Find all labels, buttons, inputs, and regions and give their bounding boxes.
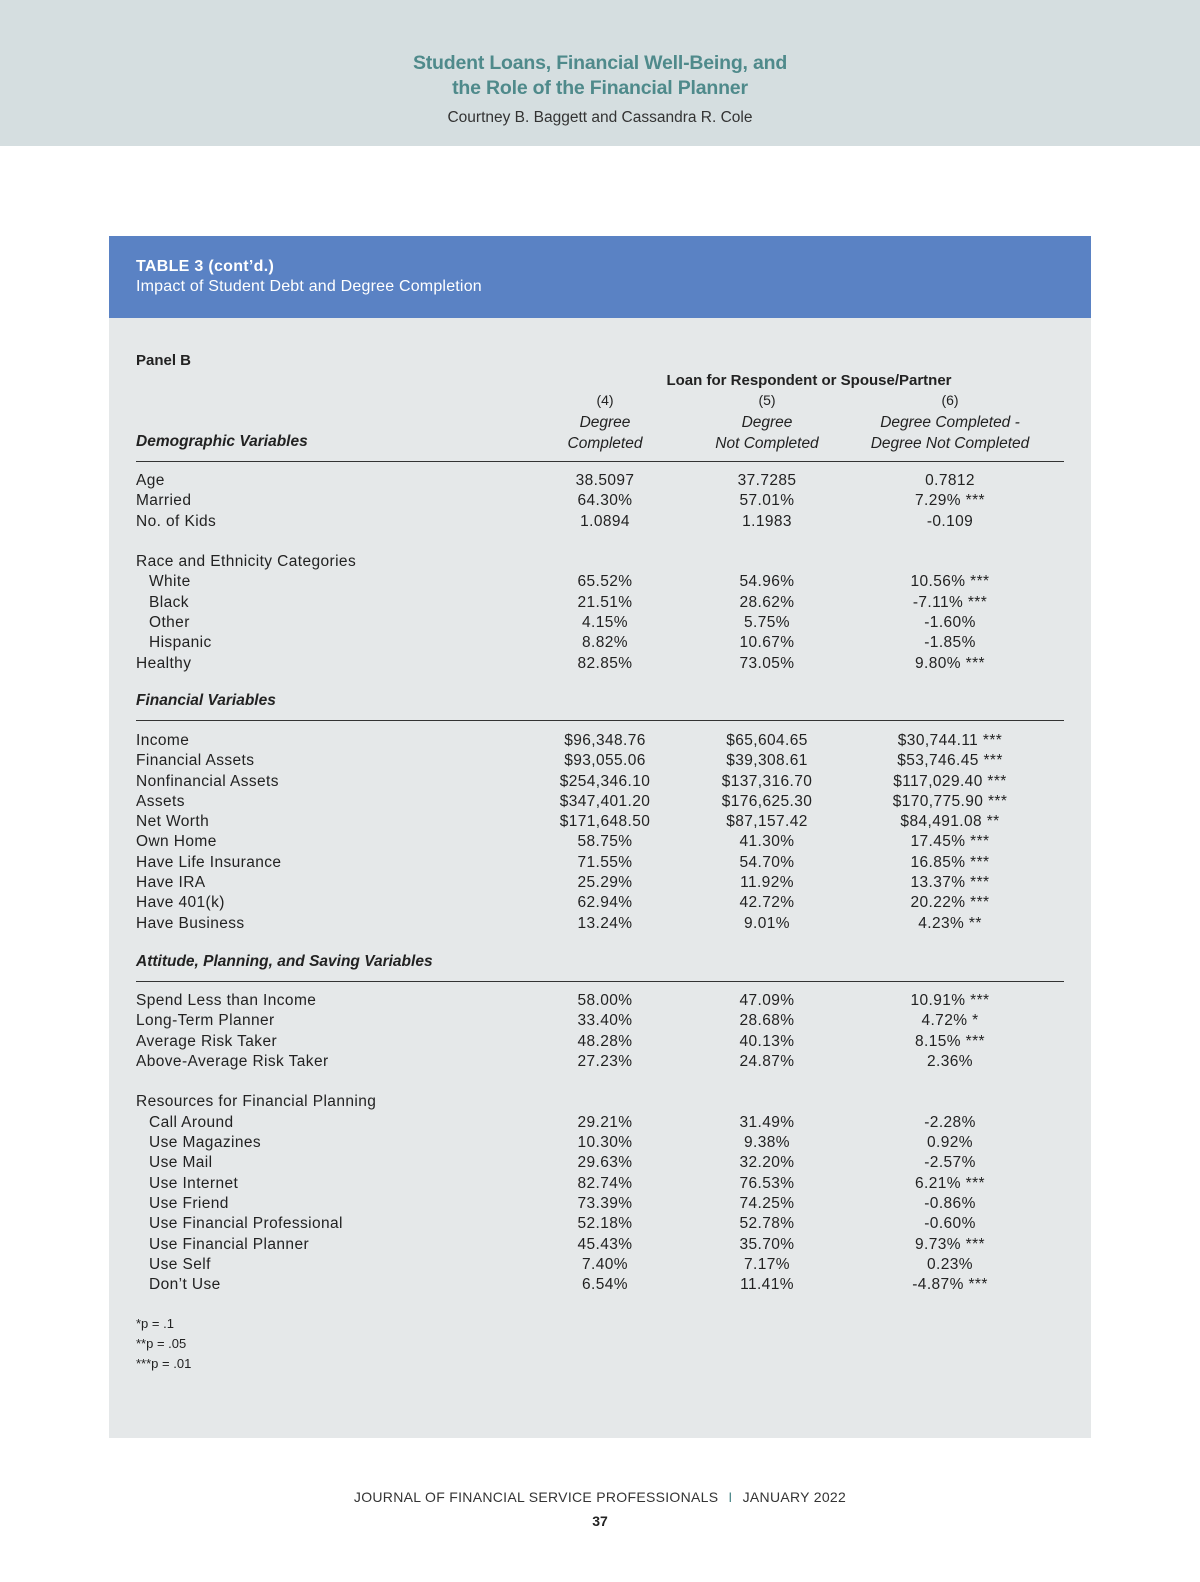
cell-degree-not-completed: 54.70% [739, 853, 795, 871]
attitude-rows [109, 991, 1091, 1295]
cell-degree-completed: 27.23% [577, 1052, 633, 1070]
cell-degree-completed: 4.15% [582, 614, 628, 632]
cell-difference: 8.15% *** [915, 1032, 985, 1050]
row-label: Age [136, 472, 165, 489]
cell-difference: 4.72% * [921, 1012, 979, 1030]
table-row [109, 471, 1091, 491]
column-header-degree-not-completed [699, 412, 835, 454]
table-row [109, 1052, 1091, 1072]
cell-degree-completed: 62.94% [577, 894, 633, 912]
table-row [109, 832, 1091, 852]
cell-degree-not-completed: 24.87% [739, 1052, 795, 1070]
column-number-5: (5) [758, 392, 776, 408]
cell-difference: 4.23% ** [918, 914, 982, 932]
cell-difference: -1.85% [924, 634, 976, 652]
table-row [109, 633, 1091, 653]
section-heading-attitude: Attitude, Planning, and Saving Variables [136, 953, 433, 970]
row-label: Call Around [149, 1113, 234, 1131]
table-row [109, 893, 1091, 913]
row-label: Own Home [136, 833, 217, 851]
cell-difference: 0.92% [927, 1134, 973, 1152]
cell-degree-not-completed: $87,157.42 [726, 813, 808, 831]
row-label: Use Internet [149, 1174, 239, 1192]
cell-degree-not-completed: 47.09% [739, 992, 795, 1009]
cell-degree-not-completed: 5.75% [744, 614, 790, 632]
cell-degree-completed: 29.21% [577, 1113, 633, 1131]
note-line: ***p = .01 [136, 1356, 192, 1371]
cell-degree-completed: 65.52% [577, 573, 633, 591]
row-label: Other [149, 614, 190, 632]
page-footer [0, 1489, 1200, 1505]
demographic-rows [109, 471, 1091, 674]
row-label: Don’t Use [149, 1276, 221, 1294]
row-label: Use Friend [149, 1194, 229, 1212]
column-header-degree-completed [549, 412, 661, 454]
table-row [109, 873, 1091, 893]
page-number: 37 [592, 1513, 608, 1529]
column-number-6: (6) [941, 392, 959, 408]
cell-degree-not-completed: 40.13% [739, 1032, 795, 1050]
section-rule [136, 981, 1064, 982]
cell-difference: $117,029.40 *** [893, 772, 1007, 790]
table-row [109, 1275, 1091, 1295]
cell-degree-completed: 25.29% [577, 874, 633, 892]
row-label: Assets [136, 792, 185, 810]
row-label: Use Magazines [149, 1134, 262, 1152]
issue-date: JANUARY 2022 [742, 1489, 847, 1505]
cell-degree-completed: 58.00% [577, 992, 633, 1009]
cell-degree-completed: 82.74% [577, 1174, 633, 1192]
cell-degree-not-completed: 11.41% [740, 1276, 794, 1294]
financial-rows [109, 731, 1091, 934]
subgroup-heading [109, 552, 1091, 572]
subgroup-label: Race and Ethnicity Categories [136, 553, 357, 571]
table-row [109, 1194, 1091, 1214]
cell-difference: 10.56% *** [910, 573, 990, 591]
table-row [109, 512, 1091, 532]
cell-degree-not-completed: 35.70% [739, 1235, 795, 1253]
column-header-line: Completed [567, 435, 643, 452]
row-label: Use Financial Planner [149, 1235, 310, 1253]
row-label: Nonfinancial Assets [136, 772, 279, 790]
cell-difference: 6.21% *** [915, 1174, 985, 1192]
cell-difference: 0.7812 [925, 472, 975, 489]
cell-difference: 2.36% [927, 1052, 973, 1070]
cell-degree-completed: 7.40% [582, 1255, 628, 1273]
row-label: Income [136, 732, 190, 749]
article-title [0, 51, 1200, 101]
section-heading-financial: Financial Variables [136, 692, 276, 709]
section-rule [136, 720, 1064, 721]
cell-degree-not-completed: $39,308.61 [726, 752, 808, 770]
cell-degree-completed: 10.30% [577, 1134, 633, 1152]
cell-degree-completed: $96,348.76 [564, 732, 646, 749]
cell-degree-not-completed: 52.78% [739, 1215, 795, 1233]
note-line: *p = .1 [136, 1316, 174, 1331]
cell-degree-completed: 6.54% [582, 1276, 628, 1294]
journal-name: JOURNAL OF FINANCIAL SERVICE PROFESSIONALS [353, 1489, 719, 1505]
row-label: Have Life Insurance [136, 853, 282, 871]
table-row [109, 613, 1091, 633]
table-row [109, 1032, 1091, 1052]
table-row [109, 1255, 1091, 1275]
cell-difference: $84,491.08 ** [900, 813, 1000, 831]
table-row [109, 1174, 1091, 1194]
cell-degree-completed: $347,401.20 [559, 792, 651, 810]
subgroup-heading [109, 1092, 1091, 1112]
note-line: **p = .05 [136, 1336, 187, 1351]
cell-degree-completed: 52.18% [577, 1215, 633, 1233]
row-label: No. of Kids [136, 512, 217, 530]
row-gap [109, 532, 1091, 552]
cell-degree-completed: $254,346.10 [559, 772, 651, 790]
article-title-line2: the Role of the Financial Planner [452, 77, 748, 99]
row-label: White [149, 573, 191, 591]
table-row [109, 1214, 1091, 1234]
cell-difference: 9.80% *** [915, 654, 985, 672]
cell-degree-completed: 73.39% [577, 1194, 633, 1212]
cell-degree-not-completed: 28.68% [739, 1012, 795, 1030]
cell-difference: 9.73% *** [915, 1235, 985, 1253]
cell-degree-not-completed: 57.01% [739, 492, 795, 510]
cell-difference: 17.45% *** [910, 833, 990, 851]
running-head [0, 0, 1200, 146]
cell-degree-completed: 48.28% [577, 1032, 633, 1050]
cell-difference: 13.37% *** [910, 874, 990, 892]
cell-degree-not-completed: 32.20% [739, 1154, 795, 1172]
row-label: Net Worth [136, 813, 210, 831]
table-row [109, 812, 1091, 832]
cell-difference: 20.22% *** [910, 894, 990, 912]
table-row [109, 991, 1091, 1011]
row-label: Long-Term Planner [136, 1012, 275, 1030]
table-row [109, 914, 1091, 934]
table-label: TABLE 3 (cont’d.) [136, 258, 275, 275]
row-gap [109, 1072, 1091, 1092]
cell-difference: $170,775.90 *** [892, 792, 1008, 810]
row-label: Married [136, 492, 192, 510]
significance-notes [136, 1314, 191, 1374]
table-subtitle: Impact of Student Debt and Degree Completion [136, 278, 482, 295]
cell-difference: 10.91% *** [910, 992, 990, 1009]
cell-degree-completed: 1.0894 [580, 512, 630, 530]
cell-degree-not-completed: 1.1983 [742, 512, 792, 530]
table-row [109, 772, 1091, 792]
cell-degree-completed: $93,055.06 [564, 752, 646, 770]
panel-label: Panel B [136, 352, 192, 369]
cell-difference: $53,746.45 *** [897, 752, 1003, 770]
cell-difference: -2.57% [924, 1154, 976, 1172]
table-row [109, 1113, 1091, 1133]
cell-degree-not-completed: 31.49% [739, 1113, 795, 1131]
column-header-line: Degree [741, 414, 793, 431]
cell-degree-not-completed: 76.53% [739, 1174, 795, 1192]
column-group-header: Loan for Respondent or Spouse/Partner [666, 372, 952, 389]
cell-difference: $30,744.11 *** [897, 732, 1003, 749]
cell-degree-not-completed: 41.30% [739, 833, 795, 851]
cell-difference: -1.60% [924, 614, 976, 632]
row-label: Above-Average Risk Taker [136, 1052, 329, 1070]
cell-degree-not-completed: 10.67% [739, 634, 795, 652]
table-row [109, 1235, 1091, 1255]
article-title-line1: Student Loans, Financial Well-Being, and [412, 52, 788, 74]
column-header-line: Degree Not Completed [870, 435, 1030, 452]
cell-degree-not-completed: 7.17% [744, 1255, 790, 1273]
cell-degree-not-completed: 74.25% [739, 1194, 795, 1212]
row-label: Spend Less than Income [136, 992, 317, 1009]
cell-degree-completed: 13.24% [577, 914, 633, 932]
row-label: Use Financial Professional [149, 1215, 343, 1233]
row-label: Have Business [136, 914, 245, 932]
cell-difference: -0.60% [924, 1215, 976, 1233]
row-label: Have 401(k) [136, 894, 225, 912]
cell-difference: -2.28% [924, 1113, 976, 1131]
table-header [109, 236, 1091, 318]
cell-degree-not-completed: $176,625.30 [721, 792, 813, 810]
table-row [109, 1153, 1091, 1173]
column-header-line: Degree Completed - [880, 414, 1020, 431]
column-header-difference [859, 412, 1041, 454]
cell-degree-not-completed: $65,604.65 [726, 732, 808, 749]
section-rule [136, 461, 1064, 462]
row-label: Financial Assets [136, 752, 255, 770]
footer-separator: I [728, 1489, 733, 1505]
table-row [109, 1133, 1091, 1153]
cell-degree-not-completed: $137,316.70 [721, 772, 813, 790]
cell-degree-completed: 45.43% [577, 1235, 633, 1253]
column-number-4: (4) [596, 392, 614, 408]
cell-degree-completed: 33.40% [577, 1012, 633, 1030]
cell-degree-not-completed: 28.62% [739, 593, 795, 611]
row-label: Use Self [149, 1255, 211, 1273]
column-header-line: Degree [579, 414, 631, 431]
cell-difference: -4.87% *** [912, 1276, 988, 1294]
cell-degree-not-completed: 54.96% [739, 573, 795, 591]
article-authors: Courtney B. Baggett and Cassandra R. Cole [447, 109, 753, 126]
row-label: Black [149, 593, 189, 611]
cell-degree-not-completed: 9.01% [744, 914, 790, 932]
cell-difference: -0.109 [926, 512, 974, 530]
cell-degree-completed: 21.51% [577, 593, 633, 611]
row-label: Use Mail [149, 1154, 213, 1172]
table-row [109, 751, 1091, 771]
subgroup-label: Resources for Financial Planning [136, 1093, 377, 1111]
table-card [109, 236, 1091, 1438]
cell-difference: 0.23% [927, 1255, 973, 1273]
cell-degree-completed: 71.55% [577, 853, 633, 871]
table-row [109, 792, 1091, 812]
column-header-line: Not Completed [715, 435, 819, 452]
cell-difference: 16.85% *** [910, 853, 990, 871]
row-label: Have IRA [136, 874, 206, 892]
table-row [109, 1011, 1091, 1031]
cell-degree-completed: 8.82% [582, 634, 628, 652]
cell-difference: -7.11% *** [912, 593, 988, 611]
cell-degree-not-completed: 9.38% [744, 1134, 790, 1152]
row-label: Healthy [136, 654, 192, 672]
table-row [109, 491, 1091, 511]
cell-difference: -0.86% [924, 1194, 976, 1212]
row-label: Average Risk Taker [136, 1032, 278, 1050]
table-row [109, 731, 1091, 751]
row-label: Hispanic [149, 634, 212, 652]
section-heading-demographic: Demographic Variables [136, 433, 308, 450]
cell-degree-completed: 58.75% [577, 833, 633, 851]
cell-degree-completed: 29.63% [577, 1154, 633, 1172]
cell-degree-completed: $171,648.50 [559, 813, 651, 831]
cell-degree-not-completed: 37.7285 [737, 472, 797, 489]
cell-degree-completed: 38.5097 [575, 472, 635, 489]
cell-degree-not-completed: 42.72% [739, 894, 795, 912]
table-row [109, 853, 1091, 873]
cell-degree-completed: 64.30% [577, 492, 633, 510]
cell-degree-completed: 82.85% [577, 654, 633, 672]
cell-difference: 7.29% *** [915, 492, 985, 510]
table-row [109, 593, 1091, 613]
table-row [109, 654, 1091, 674]
cell-degree-not-completed: 73.05% [739, 654, 795, 672]
cell-degree-not-completed: 11.92% [740, 874, 794, 892]
table-row [109, 572, 1091, 592]
